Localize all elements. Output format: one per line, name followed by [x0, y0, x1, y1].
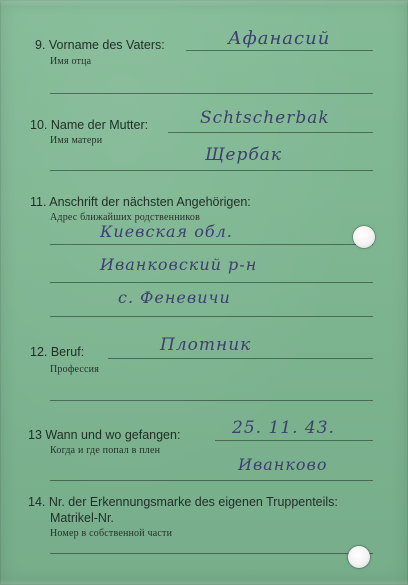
profession-label-de: 12. Beruf:: [30, 345, 85, 359]
father-name-label-de: 9. Vorname des Vaters:: [35, 38, 165, 52]
captured-label-de: 13 Wann und wo gefangen:: [28, 428, 181, 442]
captured-place: Иванково: [238, 455, 328, 474]
father-name-label-ru: Имя отца: [50, 56, 92, 67]
captured-line-2: [50, 480, 373, 481]
father-name-value: Афанасий: [228, 28, 331, 49]
relatives-address-label-ru: Адрес ближайших родственников: [50, 212, 201, 223]
mother-name-value-latin: Schtscherbak: [200, 108, 330, 128]
matrikel-label: Matrikel-Nr.: [50, 511, 114, 525]
punch-hole-top: [353, 226, 375, 248]
mother-name-label-ru: Имя матери: [50, 135, 103, 146]
mother-name-label-de: 10. Name der Mutter:: [30, 118, 149, 132]
captured-line: [215, 440, 373, 441]
profession-line-2: [50, 400, 373, 401]
id-tag-label-ru: Номер в собственной части: [50, 528, 173, 539]
mother-name-line: [168, 132, 373, 133]
relatives-address-region: Киевская обл.: [100, 222, 233, 241]
father-name-line-2: [50, 93, 373, 94]
profession-label-ru: Профессия: [50, 364, 100, 375]
relatives-address-line-1: [50, 244, 373, 245]
relatives-address-line-2: [50, 282, 373, 283]
relatives-address-district: Иванковский р-н: [100, 255, 258, 274]
captured-date: 25. 11. 43.: [232, 418, 335, 438]
relatives-address-village: с. Феневичи: [118, 288, 231, 307]
id-tag-line: [50, 553, 373, 554]
punch-hole-bottom: [348, 546, 370, 568]
mother-name-line-2: [50, 170, 373, 171]
captured-label-ru: Когда и где попал в плен: [50, 445, 161, 456]
profession-value: Плотник: [160, 335, 252, 355]
relatives-address-label-de: 11. Anschrift der nächsten Angehörigen:: [30, 195, 251, 209]
id-tag-label-de: 14. Nr. der Erkennungsmarke des eigenen Truppenteils:: [28, 495, 338, 509]
profession-line: [108, 358, 373, 359]
mother-name-value-cyrillic: Щербак: [205, 145, 283, 165]
father-name-line: [186, 50, 373, 51]
relatives-address-line-3: [50, 316, 373, 317]
